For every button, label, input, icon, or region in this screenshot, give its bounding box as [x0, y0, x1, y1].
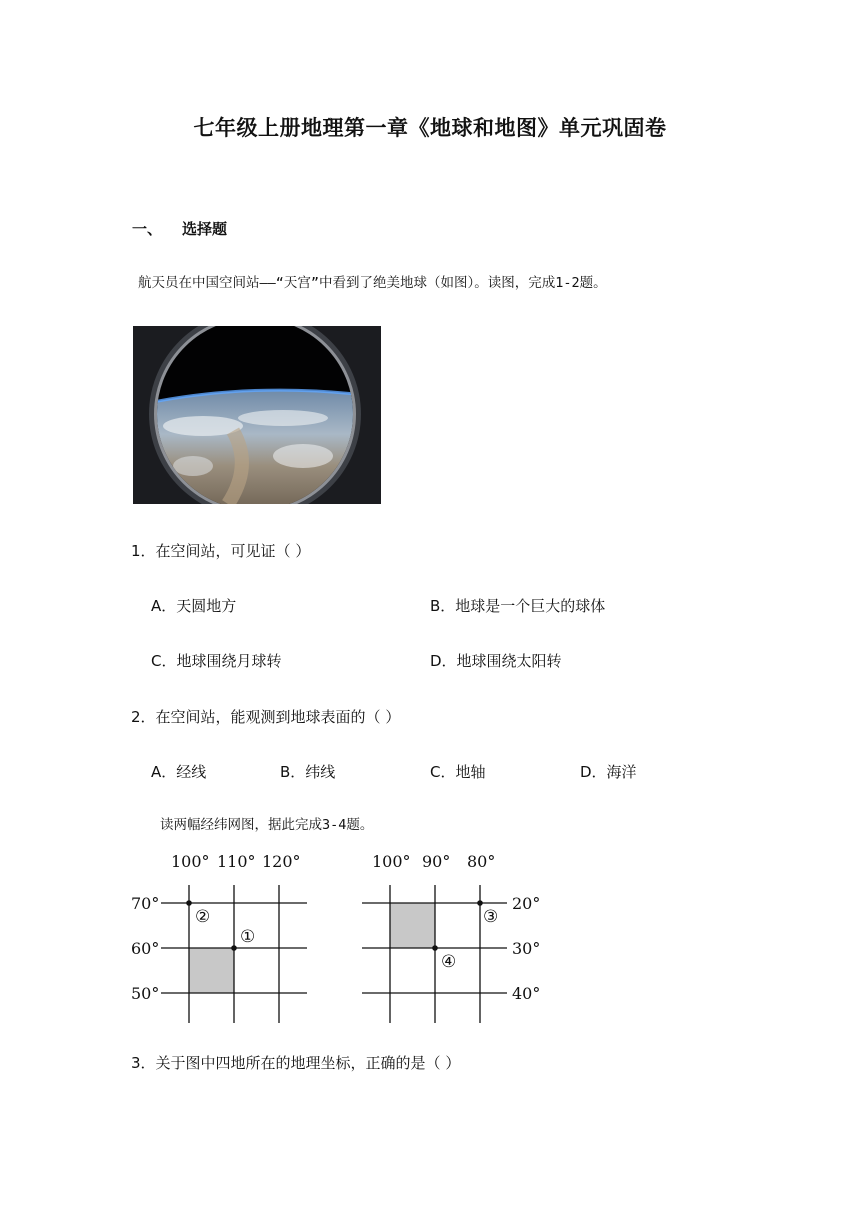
question-2: 2．在空间站，能观测到地球表面的（ ） — [131, 708, 401, 726]
q1-option-b[interactable]: B．地球是一个巨大的球体 — [430, 597, 606, 615]
shaded-cell — [390, 903, 435, 948]
section-heading — [132, 218, 227, 239]
lat-label: 50° — [131, 984, 160, 1003]
latlong-grid-right — [355, 845, 555, 1030]
lat-label: 60° — [131, 939, 160, 958]
q1-option-c[interactable]: C．地球围绕月球转 — [151, 652, 282, 670]
q2-option-c[interactable]: C．地轴 — [430, 763, 486, 781]
section-number: 一、 — [132, 220, 163, 238]
lon-label: 110° — [217, 852, 256, 871]
section-label: 选择题 — [182, 220, 228, 238]
q1-option-d[interactable]: D．地球围绕太阳转 — [430, 652, 562, 670]
lat-label: 30° — [512, 939, 541, 958]
intro-text-1: 航天员在中国空间站——“天宫”中看到了绝美地球（如图）。读图，完成1-2题。 — [138, 275, 607, 291]
q2-option-a[interactable]: A．经线 — [151, 763, 207, 781]
point-marker-2: ② — [195, 907, 211, 927]
point-marker-4: ④ — [441, 952, 457, 972]
point-marker-1: ① — [240, 927, 256, 947]
page-title: 七年级上册地理第一章《地球和地图》单元巩固卷 — [193, 116, 667, 140]
lon-label: 80° — [467, 852, 496, 871]
lat-label: 40° — [512, 984, 541, 1003]
lat-label: 20° — [512, 894, 541, 913]
point-marker-3: ③ — [483, 907, 499, 927]
shaded-cell — [189, 948, 234, 993]
lat-label: 70° — [131, 894, 160, 913]
lon-label: 100° — [171, 852, 210, 871]
lon-label: 90° — [422, 852, 451, 871]
q1-option-a[interactable]: A．天圆地方 — [151, 597, 237, 615]
space-station-window-image — [133, 326, 381, 504]
earth-photo — [133, 326, 381, 504]
question-1: 1．在空间站，可见证（ ） — [131, 542, 311, 560]
question-3: 3．关于图中四地所在的地理坐标，正确的是（ ） — [131, 1054, 461, 1072]
lon-label: 120° — [262, 852, 301, 871]
latlong-grid-left — [125, 845, 325, 1030]
lon-label: 100° — [372, 852, 411, 871]
q2-option-b[interactable]: B．纬线 — [280, 763, 336, 781]
intro-text-2: 读两幅经纬网图，据此完成3-4题。 — [160, 817, 374, 833]
q2-option-d[interactable]: D．海洋 — [580, 763, 637, 781]
